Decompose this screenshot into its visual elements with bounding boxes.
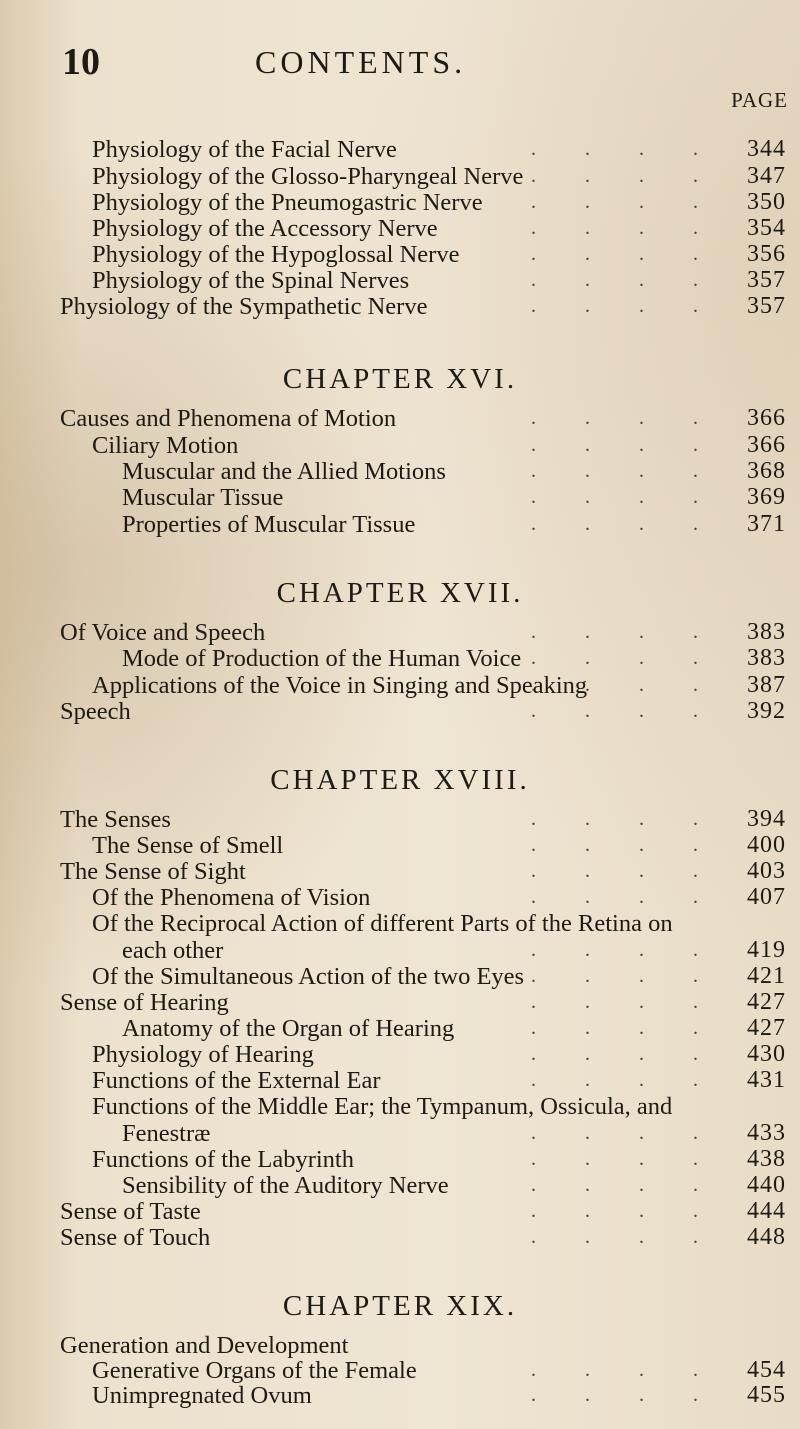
entry-page-number: 421 bbox=[747, 963, 786, 989]
chapter-heading: CHAPTER XVII. bbox=[276, 577, 524, 609]
entry-title: The Senses bbox=[60, 806, 171, 833]
entry-page-number: 400 bbox=[747, 832, 786, 858]
entry-page-number: 383 bbox=[747, 645, 786, 671]
leader-dots: . . . . bbox=[531, 647, 720, 669]
entry-title: Functions of the External Ear bbox=[92, 1067, 381, 1094]
toc-entry bbox=[0, 698, 800, 728]
entry-page-number: 394 bbox=[747, 806, 786, 832]
leader-dots: . . . . bbox=[531, 1174, 720, 1196]
entry-title: Of the Phenomena of Vision bbox=[92, 884, 371, 911]
entry-page-number: 354 bbox=[747, 215, 786, 241]
entry-page-number: 383 bbox=[747, 619, 786, 645]
entry-title: Generation and Development bbox=[60, 1332, 349, 1359]
entry-page-number: 356 bbox=[747, 241, 786, 267]
entry-title: Generative Organs of the Female bbox=[92, 1357, 417, 1384]
chapter-heading: CHAPTER XIX. bbox=[282, 1290, 518, 1322]
entry-title: Sense of Hearing bbox=[60, 989, 229, 1016]
toc-entry bbox=[0, 484, 800, 514]
leader-dots: . . . . bbox=[531, 513, 720, 535]
entry-page-number: 357 bbox=[747, 293, 786, 319]
page-column-label: PAGE bbox=[731, 88, 788, 112]
entry-title: Functions of the Labyrinth bbox=[92, 1146, 354, 1173]
leader-dots: . . . . bbox=[531, 939, 720, 961]
page-number: 10 bbox=[62, 41, 100, 83]
entry-title: Causes and Phenomena of Motion bbox=[60, 405, 397, 432]
entry-title: Physiology of the Glosso-Pharyngeal Nerve bbox=[92, 163, 524, 190]
entry-title: Physiology of the Facial Nerve bbox=[92, 136, 397, 163]
toc-entry bbox=[0, 910, 800, 940]
entry-title: Muscular and the Allied Motions bbox=[122, 458, 446, 485]
leader-dots: . . . . bbox=[531, 700, 720, 722]
entry-page-number: 366 bbox=[747, 432, 786, 458]
leader-dots: . . . . bbox=[531, 1017, 720, 1039]
entry-title: Sense of Taste bbox=[60, 1198, 201, 1225]
entry-page-number: 392 bbox=[747, 698, 786, 724]
entry-title: Physiology of the Pneumogastric Nerve bbox=[92, 189, 483, 216]
entry-page-number: 387 bbox=[747, 672, 786, 698]
toc-entry bbox=[0, 1382, 800, 1412]
leader-dots: . . . . bbox=[531, 1122, 720, 1144]
toc-entry bbox=[0, 405, 800, 435]
entry-page-number: 368 bbox=[747, 458, 786, 484]
leader-dots: . . . . bbox=[531, 834, 720, 856]
entry-title: Anatomy of the Organ of Hearing bbox=[122, 1015, 455, 1042]
entry-page-number: 427 bbox=[747, 1015, 786, 1041]
leader-dots: . . . . bbox=[531, 217, 720, 239]
entry-page-number: 357 bbox=[747, 267, 786, 293]
entry-page-number: 430 bbox=[747, 1041, 786, 1067]
entry-page-number: 427 bbox=[747, 989, 786, 1015]
entry-page-number: 403 bbox=[747, 858, 786, 884]
entry-page-number: 419 bbox=[747, 937, 786, 963]
leader-dots: . . . . bbox=[531, 1384, 720, 1406]
leader-dots: . . . . bbox=[531, 138, 720, 160]
entry-page-number: 454 bbox=[747, 1357, 786, 1383]
entry-page-number: 407 bbox=[747, 884, 786, 910]
entry-title: Sensibility of the Auditory Nerve bbox=[122, 1172, 449, 1199]
entry-title: Sense of Touch bbox=[60, 1224, 211, 1251]
entry-title: Physiology of the Spinal Nerves bbox=[92, 267, 410, 294]
entry-page-number: 369 bbox=[747, 484, 786, 510]
entry-page-number: 433 bbox=[747, 1120, 786, 1146]
entry-page-number: 371 bbox=[747, 511, 786, 537]
leader-dots: . . . . bbox=[531, 1043, 720, 1065]
entry-page-number: 366 bbox=[747, 405, 786, 431]
entry-page-number: 440 bbox=[747, 1172, 786, 1198]
leader-dots: . . . . bbox=[531, 808, 720, 830]
leader-dots: . . . . bbox=[531, 295, 720, 317]
entry-page-number: 438 bbox=[747, 1146, 786, 1172]
entry-page-number: 448 bbox=[747, 1224, 786, 1250]
entry-page-number: 444 bbox=[747, 1198, 786, 1224]
entry-page-number: 455 bbox=[747, 1382, 786, 1408]
toc-entry bbox=[0, 136, 800, 166]
leader-dots: . . . . bbox=[531, 621, 720, 643]
entry-page-number: 350 bbox=[747, 189, 786, 215]
entry-title: The Sense of Smell bbox=[92, 832, 284, 859]
entry-page-number: 344 bbox=[747, 136, 786, 162]
entry-title: Physiology of the Accessory Nerve bbox=[92, 215, 438, 242]
leader-dots: . . . . bbox=[531, 191, 720, 213]
toc-entry bbox=[0, 1224, 800, 1254]
entry-title: Of the Simultaneous Action of the two Eyes bbox=[92, 963, 525, 990]
entry-title: Of the Reciprocal Action of different Parts of the Retina on bbox=[92, 910, 673, 937]
entry-title: Physiology of Hearing bbox=[92, 1041, 314, 1068]
chapter-heading: CHAPTER XVIII. bbox=[270, 764, 530, 796]
entry-title: Applications of the Voice in Singing and Speaking bbox=[92, 672, 588, 699]
entry-page-number: 347 bbox=[747, 163, 786, 189]
running-title: CONTENTS. bbox=[255, 44, 467, 80]
leader-dots: . . . . bbox=[531, 1226, 720, 1248]
leader-dots: . . . . bbox=[531, 1359, 720, 1381]
leader-dots: . . . . bbox=[531, 1148, 720, 1170]
entry-title: each other bbox=[122, 937, 224, 964]
entry-title: Physiology of the Hypoglossal Nerve bbox=[92, 241, 460, 268]
leader-dots: . . . . bbox=[531, 486, 720, 508]
entry-title: Muscular Tissue bbox=[122, 484, 284, 511]
leader-dots: . . . . bbox=[531, 965, 720, 987]
entry-title: Ciliary Motion bbox=[92, 432, 239, 459]
entry-title: The Sense of Sight bbox=[60, 858, 246, 885]
leader-dots: . . . . bbox=[531, 243, 720, 265]
leader-dots: . . . . bbox=[531, 269, 720, 291]
entry-title: Speech bbox=[60, 698, 131, 725]
leader-dots: . . . . bbox=[531, 434, 720, 456]
entry-title: Functions of the Middle Ear; the Tympanum, Ossicula, and bbox=[92, 1093, 673, 1120]
toc-entry bbox=[0, 511, 800, 541]
toc-entry bbox=[0, 645, 800, 675]
entry-title: Unimpregnated Ovum bbox=[92, 1382, 312, 1409]
toc-entry bbox=[0, 1093, 800, 1123]
chapter-heading: CHAPTER XVI. bbox=[282, 363, 518, 395]
leader-dots: . . . . bbox=[531, 1200, 720, 1222]
toc-entry bbox=[0, 293, 800, 323]
entry-title: Mode of Production of the Human Voice bbox=[122, 645, 522, 672]
leader-dots: . . . . bbox=[531, 886, 720, 908]
leader-dots: . . . . bbox=[531, 407, 720, 429]
entry-title: Of Voice and Speech bbox=[60, 619, 266, 646]
entry-title: Properties of Muscular Tissue bbox=[122, 511, 416, 538]
leader-dots: . . . . bbox=[531, 860, 720, 882]
page-header bbox=[0, 40, 800, 100]
leader-dots: . . . . bbox=[531, 165, 720, 187]
entry-page-number: 431 bbox=[747, 1067, 786, 1093]
entry-title: Physiology of the Sympathetic Nerve bbox=[60, 293, 428, 320]
entry-title: Fenestræ bbox=[122, 1120, 211, 1147]
leader-dots: . . . . bbox=[531, 1069, 720, 1091]
leader-dots: . . . . bbox=[531, 460, 720, 482]
leader-dots: . . . . bbox=[531, 991, 720, 1013]
leader-dots: . . . . bbox=[531, 674, 720, 696]
